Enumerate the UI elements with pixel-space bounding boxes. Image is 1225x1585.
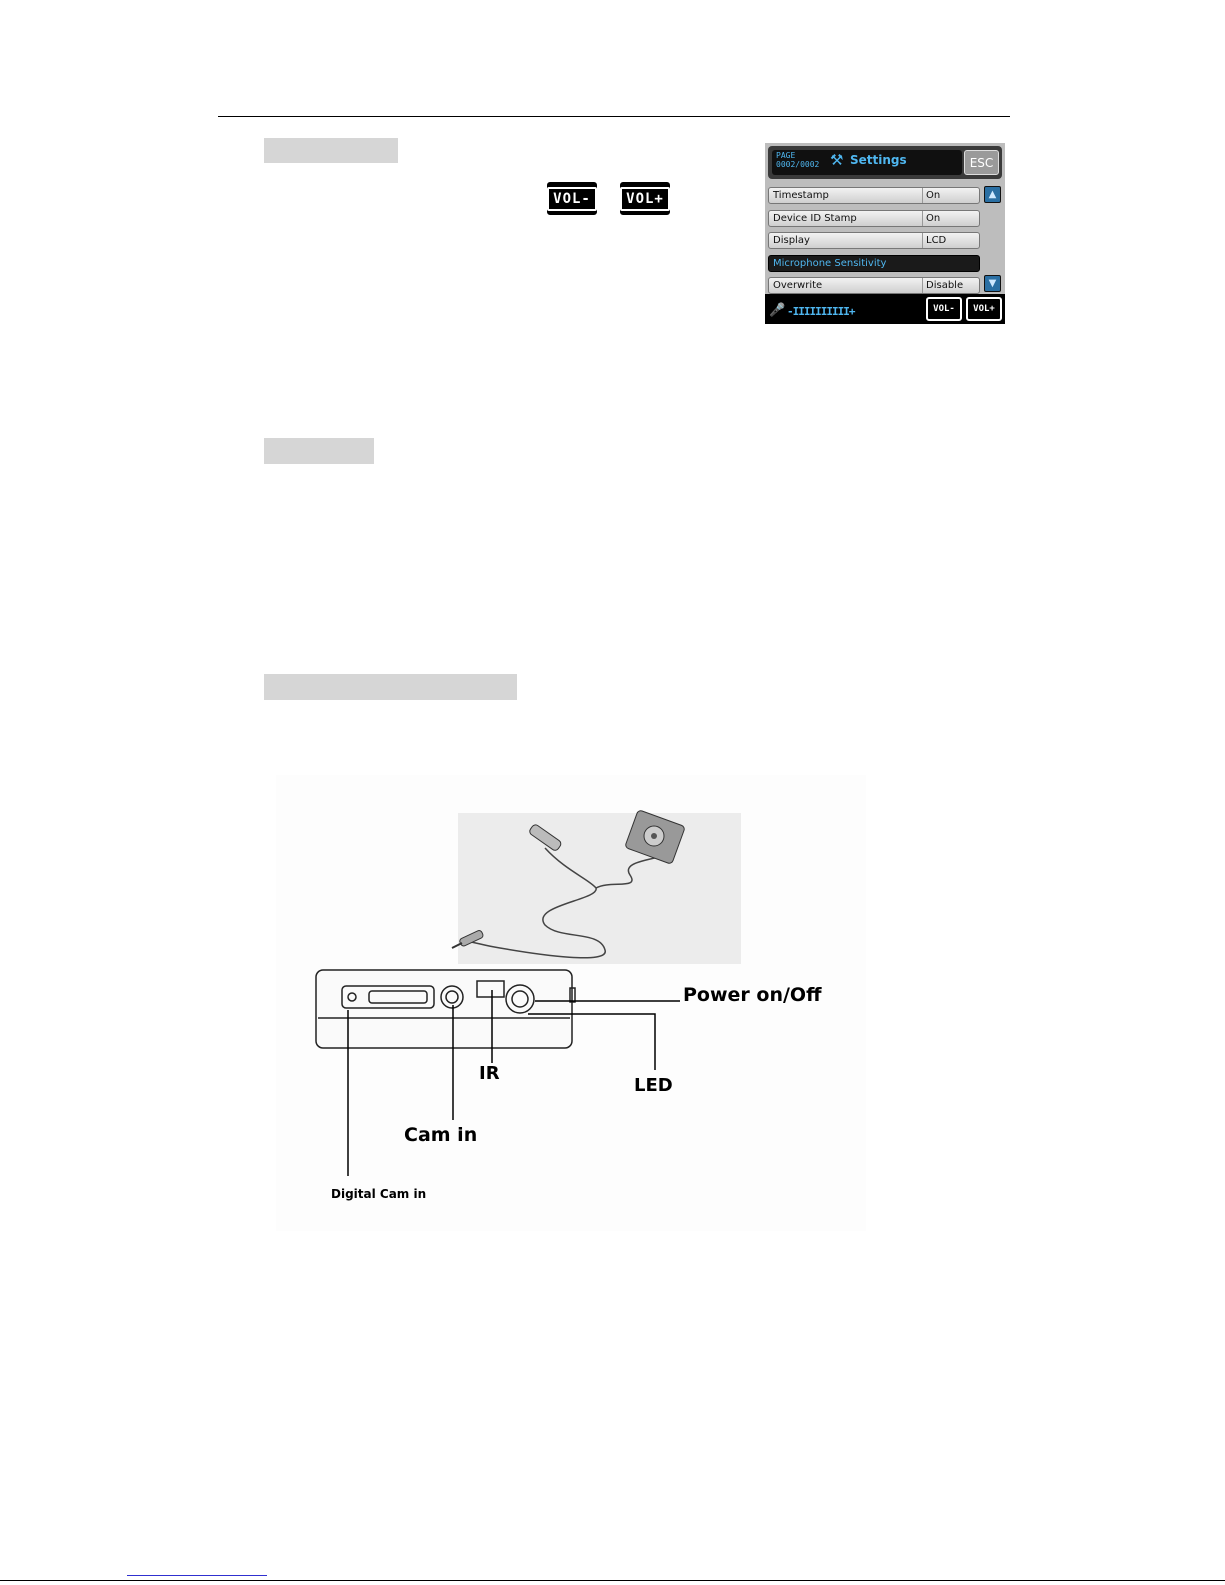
power-label: Power on/Off [683, 984, 822, 1006]
setting-row-timestamp[interactable]: Timestamp On [768, 187, 980, 204]
footer-vol-plus-button[interactable]: VOL+ [966, 297, 1002, 321]
plug-icon [452, 930, 484, 948]
setting-row-device-id-stamp[interactable]: Device ID Stamp On [768, 210, 980, 227]
scroll-down-icon[interactable]: ▼ [984, 275, 1001, 292]
setting-row-overwrite[interactable]: Overwrite Disable [768, 277, 980, 294]
dvr-device [316, 970, 575, 1048]
microphone-icon: 🎤 [769, 303, 786, 318]
esc-button[interactable]: ESC [964, 150, 999, 175]
wrench-icon: ⚒ [830, 151, 844, 169]
pen-microphone-icon [528, 823, 562, 852]
volume-level-bar: -IIIIIIIIII+ [787, 305, 855, 318]
button-camera-icon [625, 810, 686, 865]
page-indicator: PAGE 0002/0002 [776, 151, 820, 169]
footer-link-underline[interactable] [127, 1575, 267, 1576]
bottom-divider [0, 1580, 1225, 1581]
footer-vol-minus-button[interactable]: VOL- [926, 297, 962, 321]
vol-minus-button[interactable]: VOL- [547, 182, 597, 215]
ir-label: IR [479, 1063, 500, 1084]
cam-in-label: Cam in [404, 1124, 478, 1146]
setting-row-display[interactable]: Display LCD [768, 232, 980, 249]
camera-cable [462, 848, 660, 958]
setting-row-microphone-sensitivity[interactable]: Microphone Sensitivity [768, 255, 980, 272]
digital-cam-in-label: Digital Cam in [331, 1187, 427, 1201]
led-label: LED [634, 1075, 673, 1096]
scroll-up-icon[interactable]: ▲ [984, 186, 1001, 203]
vol-plus-button[interactable]: VOL+ [620, 182, 670, 215]
settings-title: Settings [850, 153, 907, 167]
